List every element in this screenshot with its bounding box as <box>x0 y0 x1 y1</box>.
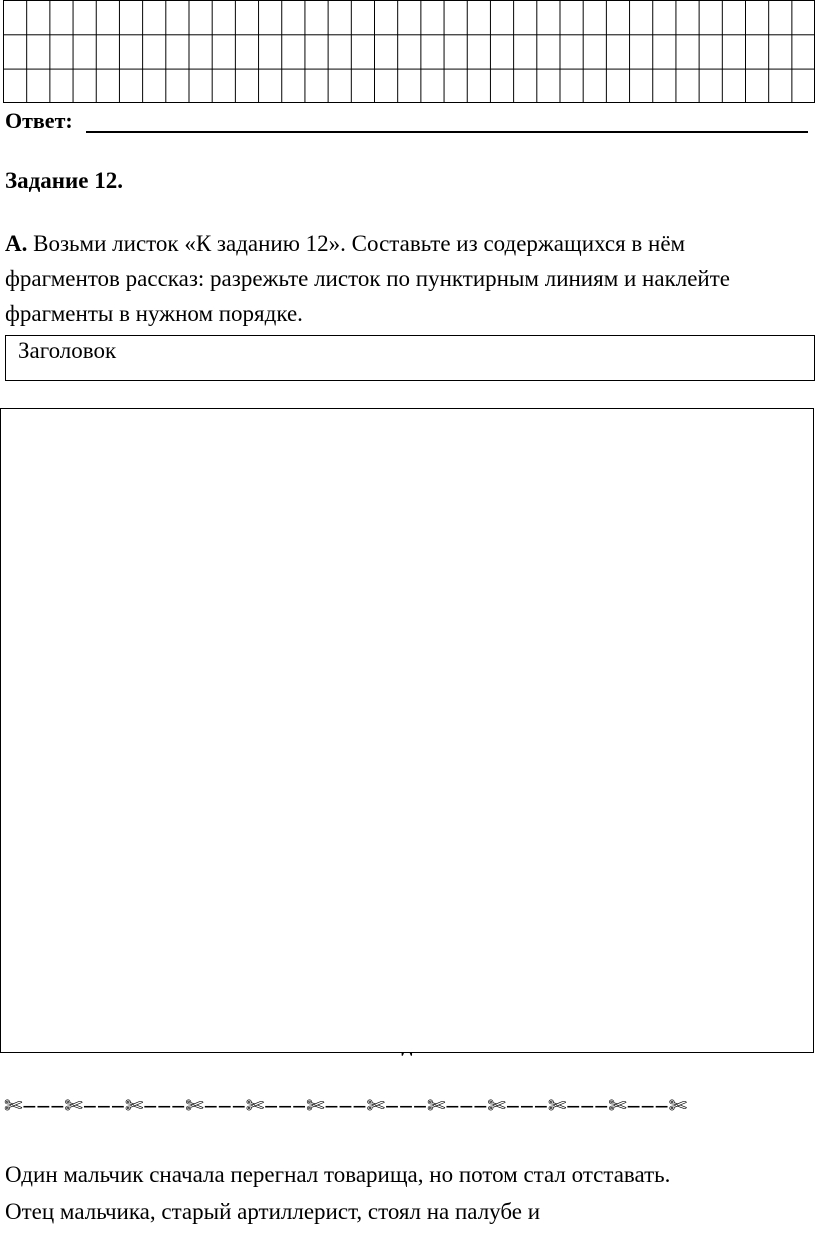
answer-label: Ответ: <box>5 108 73 133</box>
task-instructions: Возьми листок «К заданию 12». Составьте из содержащихся в нём фрагментов рассказ: разрежьте листок по пунктирным линиям и наклейте фрагменты в нужном порядке. <box>5 231 731 326</box>
story-line-2: Отец мальчика, старый артиллерист, стоял на палубе и <box>5 1199 541 1224</box>
title-box-label: Заголовок <box>18 338 117 363</box>
paste-area[interactable] <box>0 408 814 1053</box>
task-part-label: А. <box>5 231 28 256</box>
answer-line[interactable] <box>86 131 808 133</box>
title-box[interactable] <box>5 335 815 381</box>
task-text <box>5 226 805 331</box>
cut-line: ✄‒‒‒✄‒‒‒✄‒‒‒✄‒‒‒✄‒‒‒✄‒‒‒✄‒‒‒✄‒‒‒✄‒‒‒✄‒‒‒✄‒‒‒✄ <box>4 1094 688 1119</box>
answer-grid <box>3 0 815 103</box>
task-title: Задание 12. <box>5 168 123 193</box>
story-fragment <box>5 1156 810 1230</box>
story-line-1: Один мальчик сначала перегнал товарища, но потом стал отставать. <box>5 1162 671 1187</box>
